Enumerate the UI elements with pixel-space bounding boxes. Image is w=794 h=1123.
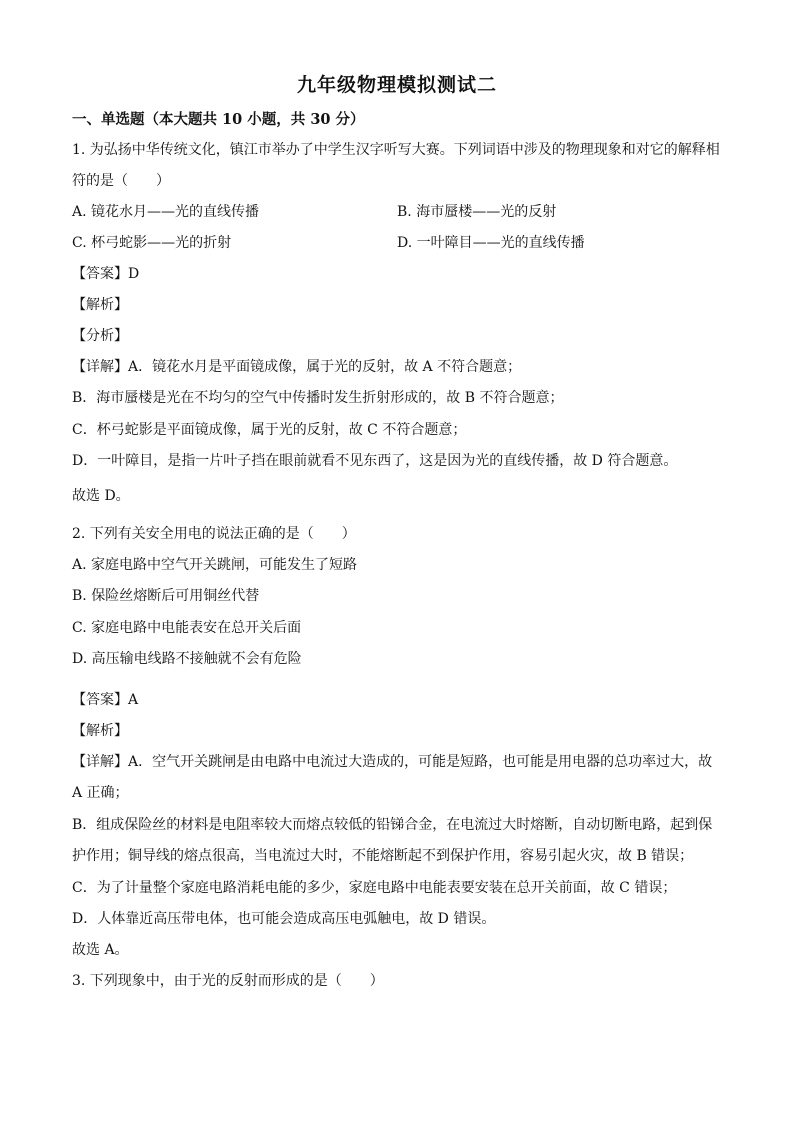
q2-analysis-label: 【解析】	[72, 723, 128, 739]
q1-stem-line1: 1. 为弘扬中华传统文化，镇江市举办了中学生汉字听写大赛。下列词语中涉及的物理现象和对它的解释相	[72, 142, 720, 158]
q2-detail-a-line1: 【详解】A．空气开关跳闸是由电路中电流过大造成的，可能是短路，也可能是用电器的总功率过大，故	[72, 754, 713, 770]
q1-option-c: C. 杯弓蛇影——光的折射	[72, 235, 232, 251]
q2-stem: 2. 下列有关安全用电的说法正确的是（ ）	[72, 526, 356, 542]
q1-fenxi-label: 【分析】	[72, 328, 128, 344]
q2-detail-b-line1: B．组成保险丝的材料是电阻率较大而熔点较低的铅锑合金，在电流过大时熔断，自动切断电路，起到保	[72, 817, 713, 833]
q2-option-c: C. 家庭电路中电能表安在总开关后面	[72, 620, 302, 636]
q2-detail-a-line2: A 正确；	[72, 785, 129, 801]
q3-stem: 3. 下列现象中，由于光的反射而形成的是（ ）	[72, 973, 384, 989]
q2-option-b: B. 保险丝熔断后可用铜丝代替	[72, 588, 260, 604]
q1-stem-line2: 符的是（ ）	[72, 173, 170, 189]
q1-answer: 【答案】D	[72, 266, 140, 282]
q2-option-a: A. 家庭电路中空气开关跳闸，可能发生了短路	[72, 557, 358, 573]
q1-detail-d: D．一叶障目，是指一片叶子挡在眼前就看不见东西了，这是因为光的直线传播，故 D 符合题意。	[72, 453, 678, 469]
section-heading: 一、单选题（本大题共 10 小题，共 30 分）	[72, 111, 365, 128]
q1-option-d: D. 一叶障目——光的直线传播	[397, 235, 585, 251]
q1-option-a: A. 镜花水月——光的直线传播	[72, 204, 260, 220]
q2-answer: 【答案】A	[72, 692, 139, 708]
q1-analysis-label: 【解析】	[72, 297, 128, 313]
q1-choose: 故选 D。	[72, 488, 130, 504]
q2-detail-b-line2: 护作用；铜导线的熔点很高，当电流过大时，不能熔断起不到保护作用，容易引起火灾，故 B 错误；	[72, 848, 694, 864]
q2-detail-c: C．为了计量整个家庭电路消耗电能的多少，家庭电路中电能表要安装在总开关前面，故 C 错误；	[72, 880, 677, 896]
q1-detail-a: 【详解】A．镜花水月是平面镜成像，属于光的反射，故 A 不符合题意；	[72, 359, 522, 375]
q2-option-d: D. 高压输电线路不接触就不会有危险	[72, 651, 302, 667]
document-title: 九年级物理模拟测试二	[296, 74, 497, 96]
q1-detail-c: C．杯弓蛇影是平面镜成像，属于光的反射，故 C 不符合题意；	[72, 422, 467, 438]
q1-detail-b: B．海市蜃楼是光在不均匀的空气中传播时发生折射形成的，故 B 不符合题意；	[72, 390, 564, 406]
q1-option-b: B. 海市蜃楼——光的反射	[397, 204, 557, 220]
q2-detail-d: D．人体靠近高压带电体，也可能会造成高压电弧触电，故 D 错误。	[72, 911, 496, 927]
q2-choose: 故选 A。	[72, 942, 129, 958]
